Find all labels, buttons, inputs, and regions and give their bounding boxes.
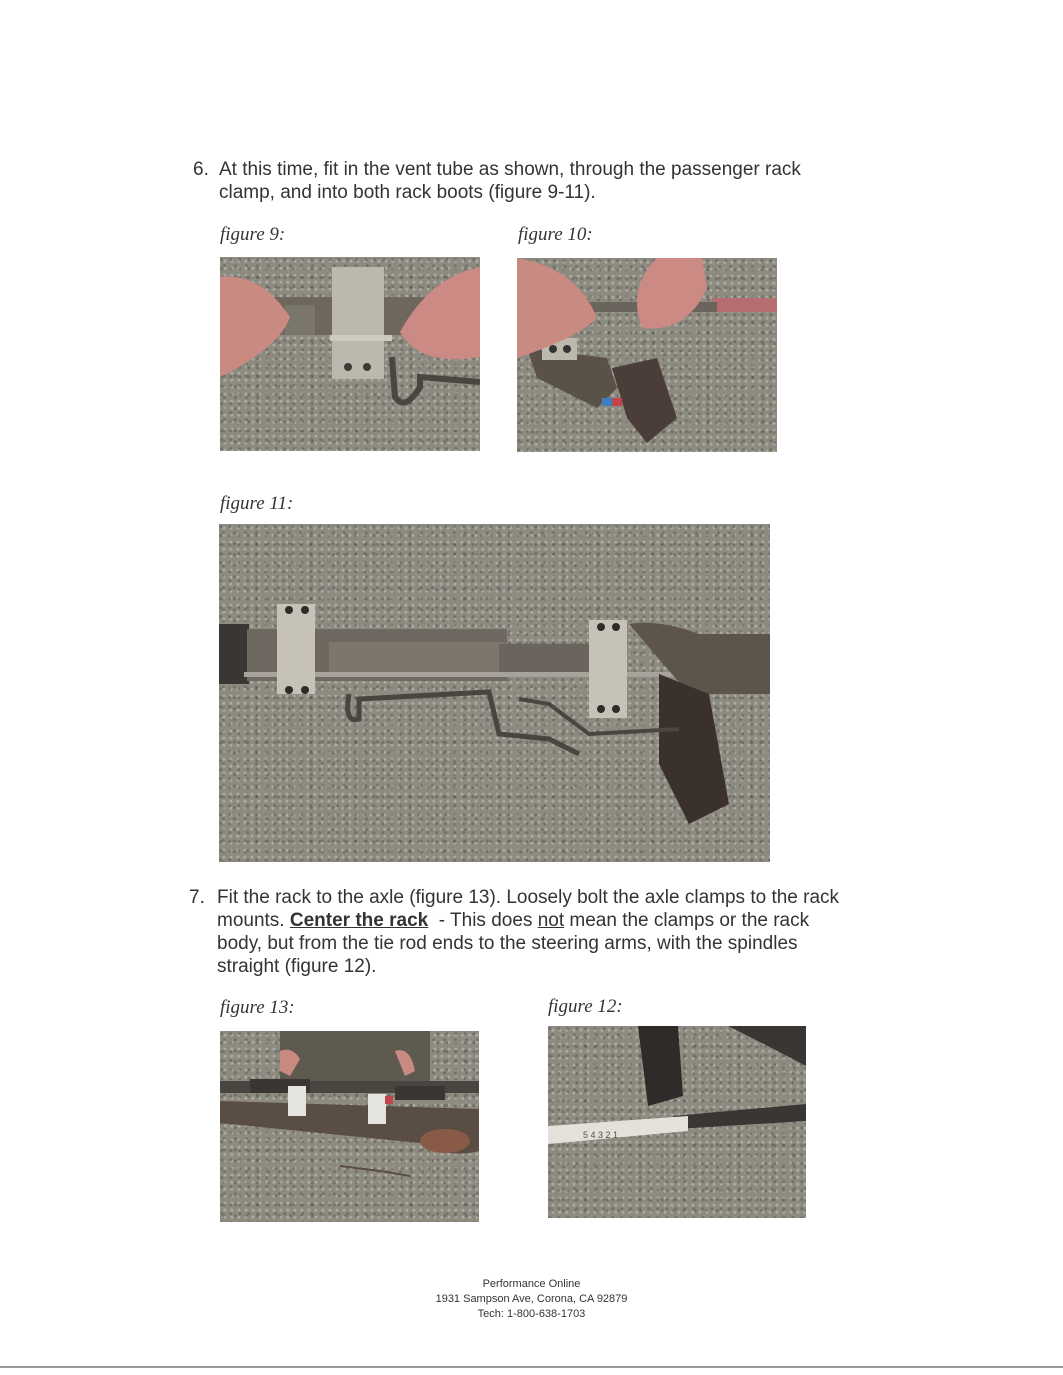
company-name: Performance Online	[482, 1278, 581, 1290]
figure-12-caption: figure 12:	[548, 996, 623, 1017]
figure-13-caption: figure 13:	[220, 997, 295, 1018]
figure-9-photo	[220, 257, 480, 451]
page-bottom-rule	[0, 1366, 1063, 1368]
step-text: Fit the rack to the axle (figure 13). Loosely bolt the axle clamps to the rack mounts. Center the rack - This does not mean the clamps or the rack body, but from the tie rod ends to the steering arms, with the spindles straight (figure 12).	[217, 887, 840, 977]
svg-text:5 4 3 2 1: 5 4 3 2 1	[583, 1130, 619, 1140]
figure-10-photo	[517, 258, 777, 452]
step-7	[189, 886, 889, 982]
footer	[0, 1277, 1063, 1322]
figure-10-caption: figure 10:	[518, 224, 593, 245]
figure-11-caption: figure 11:	[220, 493, 294, 514]
step-number: 7.	[189, 887, 205, 908]
figure-12-photo	[548, 1026, 806, 1218]
figure-11-photo	[219, 524, 770, 862]
tech-phone: Tech: 1-800-638-1703	[477, 1308, 586, 1320]
figure-13-photo	[220, 1031, 479, 1222]
figure-9-caption: figure 9:	[220, 224, 286, 245]
step-text: At this time, fit in the vent tube as shown, through the passenger rack clamp, and into both rack boots (figure 9-11).	[219, 159, 801, 203]
step-number: 6.	[193, 159, 209, 180]
not-emphasis: not	[537, 910, 565, 931]
company-address: 1931 Sampson Ave, Corona, CA 92879	[435, 1293, 628, 1305]
step-6	[193, 158, 873, 206]
center-the-rack-emphasis: Center the rack	[289, 910, 429, 931]
